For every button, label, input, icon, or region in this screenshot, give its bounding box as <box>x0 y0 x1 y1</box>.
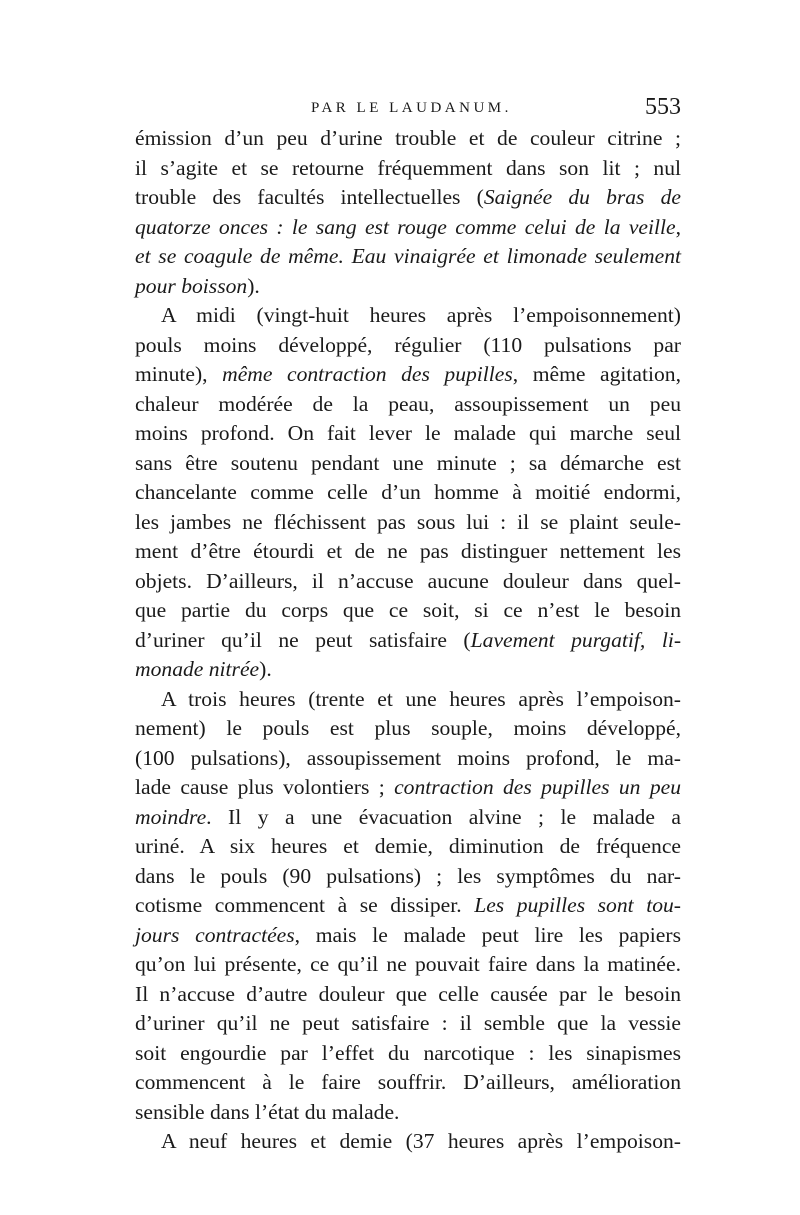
text-segment: lade cause plus volontiers ; <box>135 775 395 799</box>
text-segment: commencent à le faire souffrir. D’ailleurs, amélioration <box>135 1070 681 1094</box>
italic-segment: jours contractées <box>135 922 295 947</box>
text-line <box>135 272 681 302</box>
text-line <box>135 478 681 508</box>
italic-segment: Lavement purgatif, li- <box>470 627 682 652</box>
italic-segment: Saignée du bras de <box>483 185 681 209</box>
page-number: 553 <box>645 94 681 120</box>
text-segment: ). <box>247 273 260 298</box>
text-line <box>135 862 681 892</box>
text-segment: d’uriner qu’il ne peut satisfaire : il semble que la vessie <box>135 1011 681 1035</box>
page-header <box>135 94 681 124</box>
text-line <box>135 419 681 449</box>
text-segment: trouble des facultés intellectuelles ( <box>135 185 484 209</box>
italic-segment: pour boisson <box>135 273 248 298</box>
text-line <box>135 655 681 685</box>
italic-segment: et se coagule de même. Eau vinaigrée et limonade seulement <box>135 244 681 268</box>
text-line <box>135 301 681 331</box>
text-line <box>135 921 681 951</box>
italic-segment: Les pupilles sont tou- <box>474 893 681 917</box>
text-line <box>135 242 681 272</box>
italic-segment: même contraction des pupilles <box>222 362 513 386</box>
body-text <box>135 124 681 1157</box>
text-segment: , mais le malade peut lire les papiers <box>294 922 681 947</box>
text-segment: chancelante comme celle d’un homme à moitié endormi, <box>135 480 681 504</box>
text-line <box>135 449 681 479</box>
text-segment: il s’agite et se retourne fréquemment dans son lit ; nul <box>135 155 681 180</box>
text-line <box>135 183 681 213</box>
text-segment: les jambes ne fléchissent pas sous lui : il se plaint seule- <box>135 509 681 534</box>
text-line <box>135 803 681 833</box>
text-line <box>135 950 681 980</box>
text-segment: chaleur modérée de la peau, assoupissement un peu <box>135 391 681 416</box>
text-segment: objets. D’ailleurs, il n’accuse aucune douleur dans quel- <box>135 568 681 593</box>
text-segment: sans être soutenu pendant une minute ; sa démarche est <box>135 450 681 475</box>
text-line <box>135 1127 681 1157</box>
text-segment: cotisme commencent à se dissiper. <box>135 893 475 917</box>
text-line <box>135 596 681 626</box>
text-segment: ). <box>259 657 272 681</box>
italic-segment: monade nitrée <box>135 657 260 681</box>
text-line <box>135 360 681 390</box>
running-title: PAR LE LAUDANUM. <box>311 100 512 116</box>
text-segment: soit engourdie par l’effet du narcotique : les sinapismes <box>135 1040 681 1065</box>
text-segment: A midi (vingt-huit heures après l’empoisonnement) <box>161 303 681 327</box>
text-line <box>135 891 681 921</box>
italic-segment: quatorze onces : le sang est rouge comme celui de la veille <box>135 214 676 239</box>
text-segment: A neuf heures et demie (37 heures après l’empoison- <box>161 1129 681 1153</box>
italic-segment: contraction des pupilles un peu <box>394 775 681 799</box>
text-segment: ment d’être étourdi et de ne pas distinguer nettement les <box>135 539 681 563</box>
text-line <box>135 213 681 243</box>
text-line <box>135 685 681 715</box>
text-line <box>135 567 681 597</box>
text-line <box>135 1009 681 1039</box>
text-segment: , <box>675 214 681 239</box>
text-segment: dans le pouls (90 pulsations) ; les symptômes du nar- <box>135 863 681 888</box>
text-segment: (100 pulsations), assoupissement moins profond, le ma- <box>135 745 681 770</box>
text-segment: pouls moins développé, régulier (110 pulsations par <box>135 332 681 357</box>
text-line <box>135 1068 681 1098</box>
text-segment: , même agitation, <box>512 362 681 386</box>
text-line <box>135 980 681 1010</box>
text-line <box>135 154 681 184</box>
text-segment: minute), <box>135 362 223 386</box>
text-line <box>135 124 681 154</box>
text-segment: A trois heures (trente et une heures après l’empoison- <box>161 686 681 711</box>
text-segment: d’uriner qu’il ne peut satisfaire ( <box>135 627 471 652</box>
text-segment: moins profond. On fait lever le malade qui marche seul <box>135 421 681 445</box>
text-line <box>135 508 681 538</box>
text-line <box>135 331 681 361</box>
text-line <box>135 714 681 744</box>
text-line <box>135 390 681 420</box>
text-line <box>135 832 681 862</box>
text-segment: qu’on lui présente, ce qu’il ne pouvait faire dans la matinée. <box>135 952 681 976</box>
italic-segment: moindre <box>135 804 207 829</box>
text-line <box>135 773 681 803</box>
text-segment: uriné. A six heures et demie, diminution de fréquence <box>135 834 681 858</box>
text-segment: que partie du corps que ce soit, si ce n’est le besoin <box>135 598 681 622</box>
text-line <box>135 1098 681 1128</box>
text-line <box>135 744 681 774</box>
text-line <box>135 626 681 656</box>
text-segment: nement) le pouls est plus souple, moins développé, <box>135 716 681 740</box>
text-segment: Il n’accuse d’autre douleur que celle causée par le besoin <box>135 981 681 1006</box>
text-segment: émission d’un peu d’urine trouble et de couleur citrine ; <box>135 126 681 150</box>
text-line <box>135 537 681 567</box>
text-line <box>135 1039 681 1069</box>
text-segment: . Il y a une évacuation alvine ; le malade a <box>206 804 681 829</box>
text-segment: sensible dans l’état du malade. <box>135 1099 400 1124</box>
